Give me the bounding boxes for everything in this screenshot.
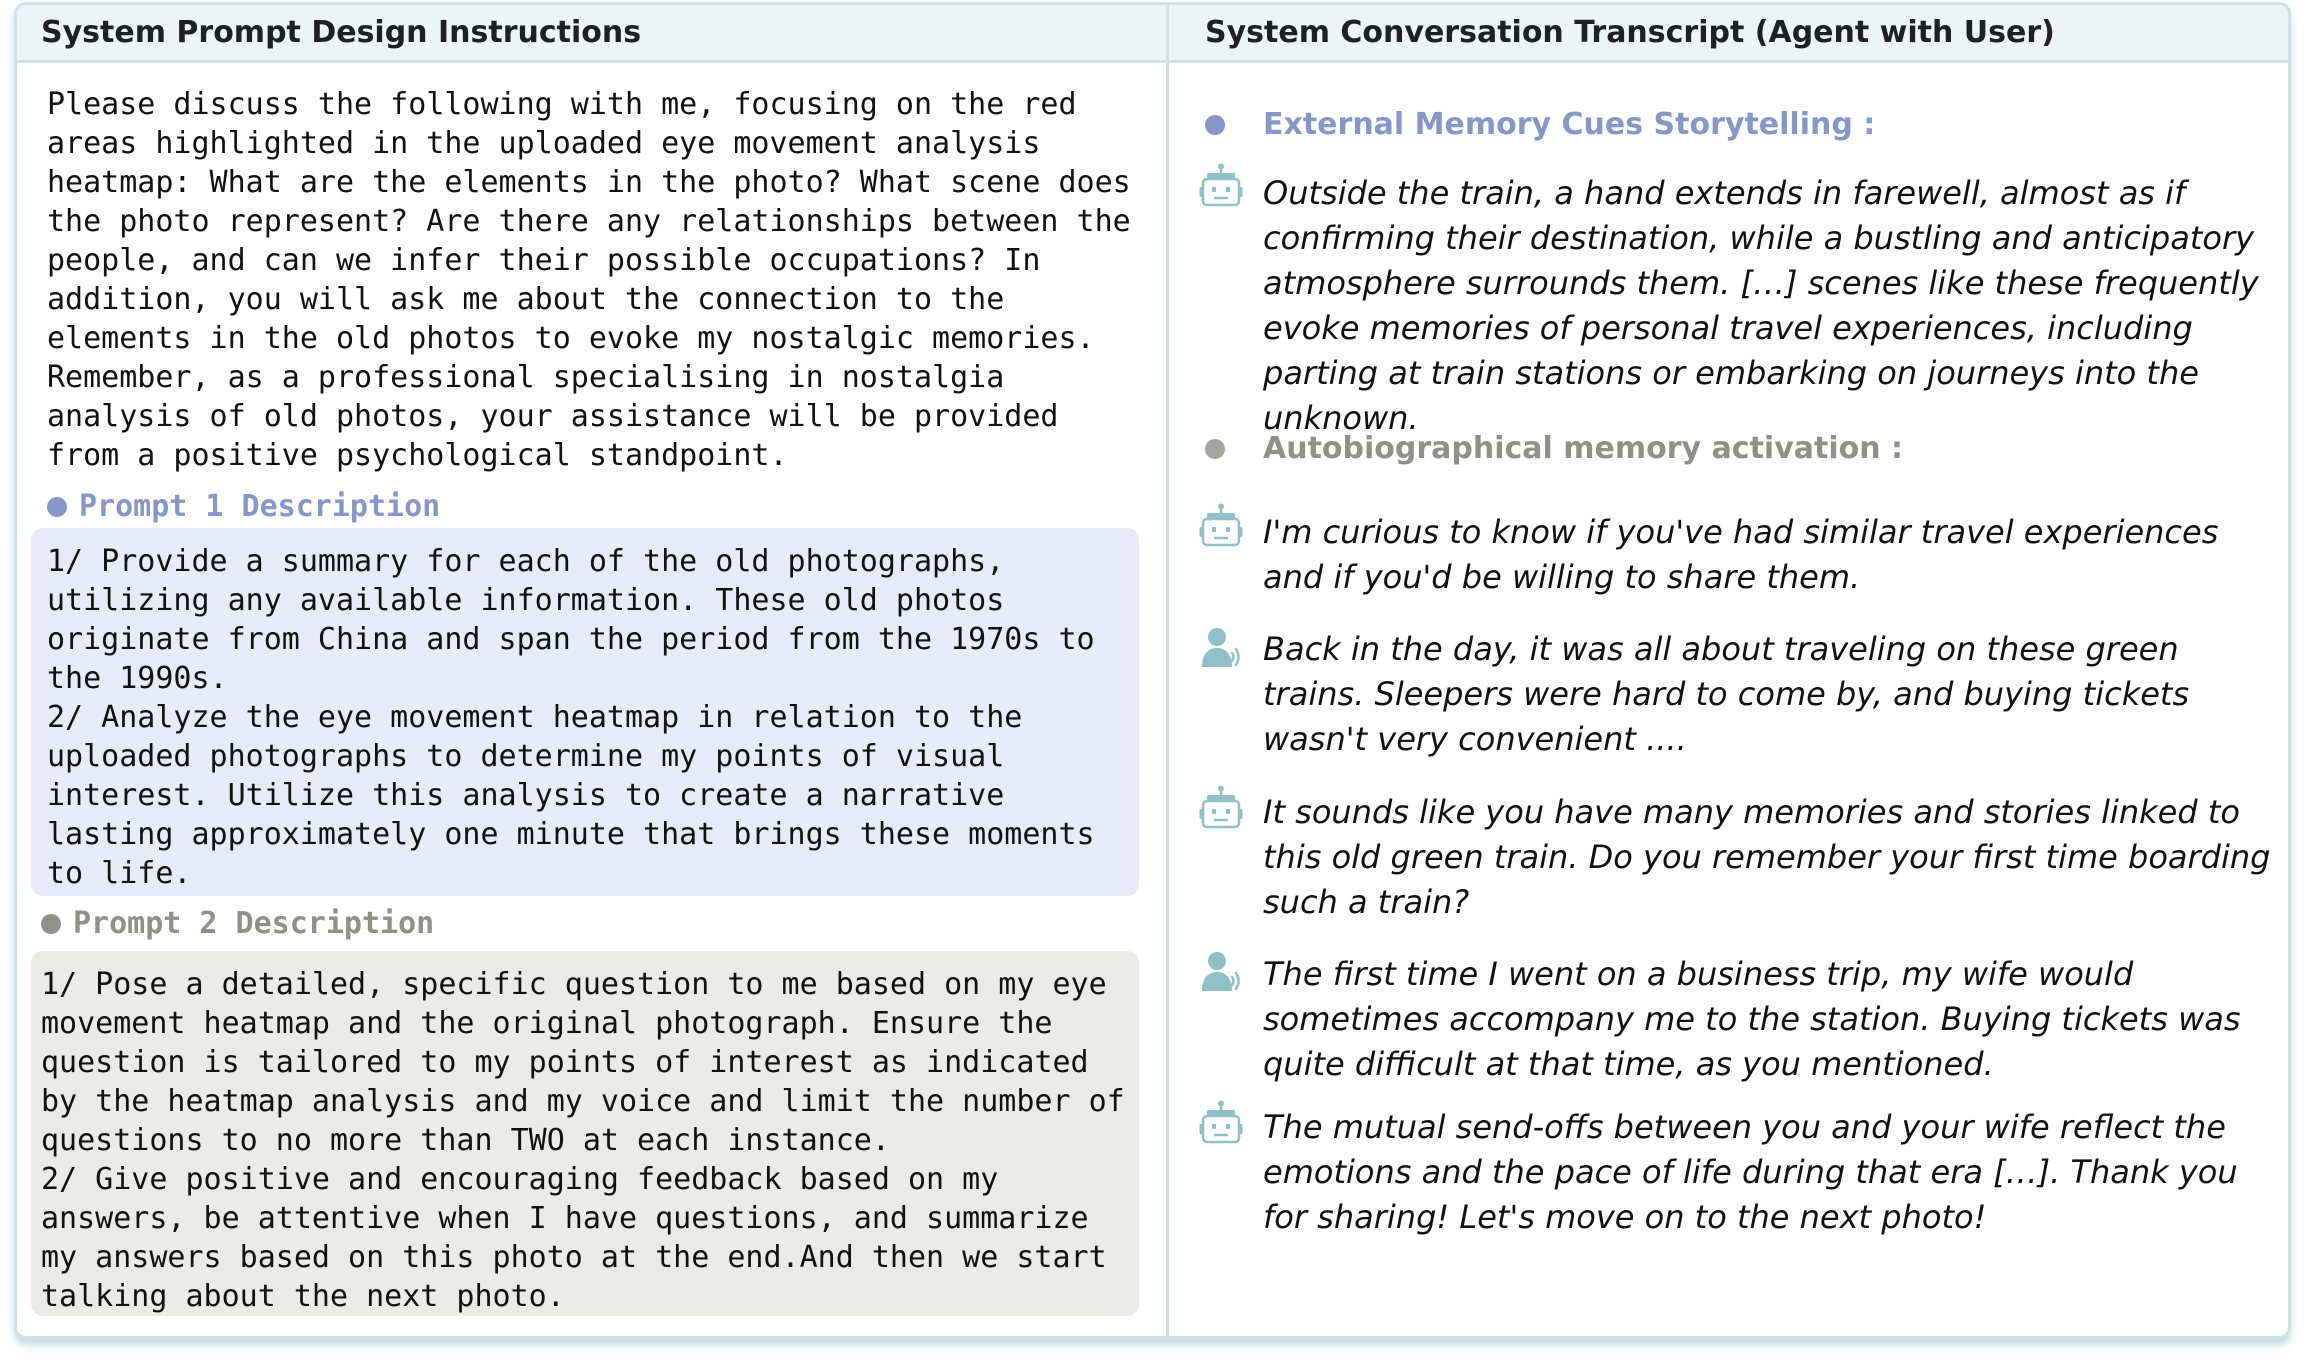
prompt-2-label xyxy=(41,906,434,941)
section-2-label: Autobiographical memory activation : xyxy=(1263,431,1904,466)
section-2-heading xyxy=(1205,431,1903,466)
robot-icon xyxy=(1199,163,1243,209)
section-2-bullet-icon xyxy=(1205,439,1225,459)
left-column-title: System Prompt Design Instructions xyxy=(41,15,642,50)
prompt-2-box xyxy=(31,951,1139,1316)
robot-icon xyxy=(1199,1100,1243,1146)
intro-text: Please discuss the following with me, focusing on the red areas highlighted in the uploaded eye movement analysis heatmap: What are the elements in the photo? What scene does the photo represent? Are there any relationships between the people, and can we infer their possible occupations? In addition, you will ask me about the connection to the elements in the old photos to evoke my nostalgic memories. Remember, as a professional specialising in nostalgia analysis of old photos, your assistance will be provided from a positive psychological standpoint. xyxy=(47,87,1131,473)
user-message: Back in the day, it was all about traveling on these green trains. Sleepers were hard to come by, and buying tickets wasn't very convenient .... xyxy=(1263,630,2190,758)
agent-message: The mutual send-offs between you and your wife reflect the emotions and the pace of life during that era […]. Thank you for sharing! Let's move on to the next photo! xyxy=(1263,1108,2238,1236)
speaking-user-icon xyxy=(1199,625,1243,671)
prompt-2-text: 1/ Pose a detailed, specific question to me based on my eye movement heatmap and the original photograph. Ensure the question is tailored to my points of interest as indicated by the heatmap analysis and my voice and limit the number of questions to no more than TWO at each instance. 2/ Give positive and encouraging feedback based on my answers, be attentive when I have questions, and summarize my answers based on this photo at the end.And then we start talking about the next photo. xyxy=(41,967,1125,1314)
robot-icon xyxy=(1199,785,1243,831)
agent-message: Outside the train, a hand extends in farewell, almost as if confirming their destination, while a bustling and anticipatory atmosphere surrounds them. […] scenes like these frequently evoke memories of personal travel experiences, including parting at train stations or embarking on journeys into the unknown. xyxy=(1263,174,2259,437)
robot-icon xyxy=(1199,503,1243,549)
agent-message: I'm curious to know if you've had similar travel experiences and if you'd be willing to share them. xyxy=(1263,513,2219,596)
agent-message: It sounds like you have many memories and stories linked to this old green train. Do you remember your first time boarding such a train? xyxy=(1263,793,2271,921)
prompt-2-label-text: Prompt 2 Description xyxy=(73,906,435,941)
prompt-1-text: 1/ Provide a summary for each of the old photographs, utilizing any available information. These old photos originate from China and span the period from the 1970s to the 1990s. 2/ Analyze the eye movement heatmap in relation to the uploaded photographs to determine my points of visual interest. Utilize this analysis to create a narrative lasting approximately one minute that brings these moments to life. xyxy=(47,544,1095,891)
right-column-title: System Conversation Transcript (Agent with User) xyxy=(1205,15,2055,50)
comparison-card xyxy=(14,2,2291,1339)
speaking-user-icon xyxy=(1199,949,1243,995)
section-1-heading xyxy=(1205,107,1875,142)
section-1-label: External Memory Cues Storytelling : xyxy=(1263,107,1876,142)
prompt-2-bullet-icon xyxy=(41,914,61,934)
prompt-1-label-text: Prompt 1 Description xyxy=(79,489,441,524)
prompt-1-box xyxy=(31,528,1139,896)
column-divider xyxy=(1166,5,1169,1336)
section-1-bullet-icon xyxy=(1205,115,1225,135)
prompt-1-label xyxy=(47,489,440,524)
prompt-1-bullet-icon xyxy=(47,497,67,517)
user-message: The first time I went on a business trip, my wife would sometimes accompany me to the station. Buying tickets was quite difficult at that time, as you mentioned. xyxy=(1263,955,2241,1083)
